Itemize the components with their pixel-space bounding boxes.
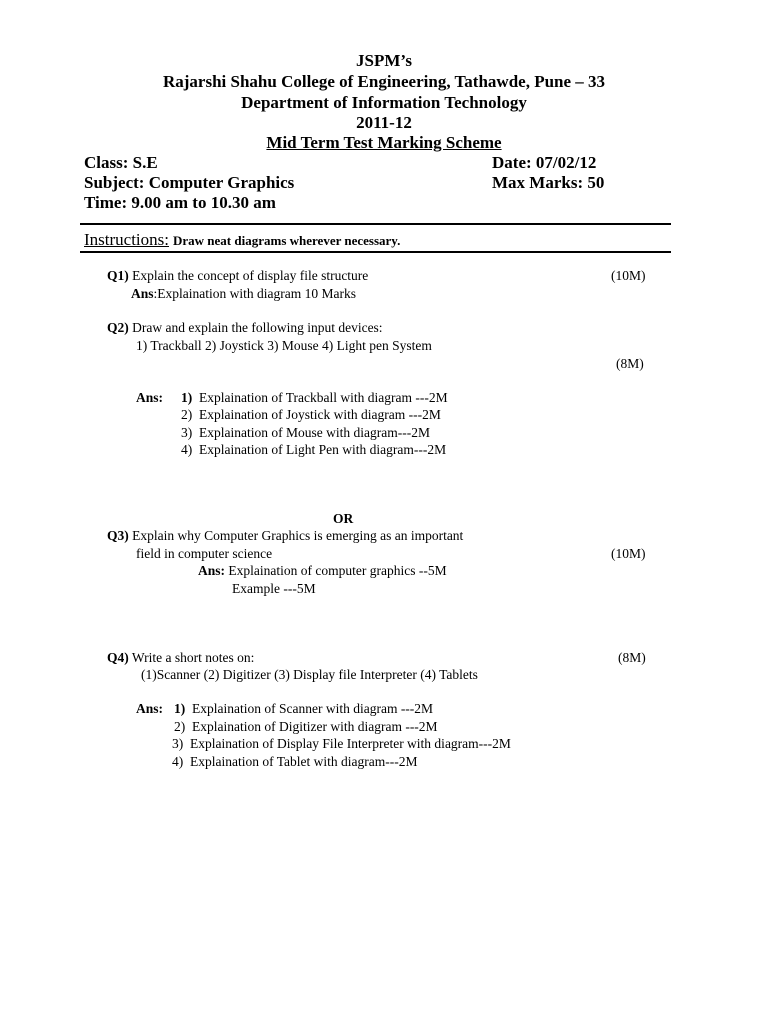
org-name: JSPM’s <box>355 51 413 70</box>
q2-ans-item <box>181 406 441 423</box>
instructions-text: Draw neat diagrams wherever necessary. <box>173 233 401 248</box>
q1-text: Explain the concept of display file structure <box>132 268 369 283</box>
q3-answer <box>198 562 447 579</box>
q1-ans-label: Ans <box>131 286 154 301</box>
instructions-label: Instructions: <box>84 230 169 249</box>
q3-text-cont: field in computer science <box>136 546 273 561</box>
q4-subitems: (1)Scanner (2) Digitizer (3) Display file Interpreter (4) Tablets <box>141 667 478 682</box>
q2-ans-text: Explaination of Light Pen with diagram---2M <box>199 442 447 457</box>
time-label: Time: 9.00 am to 10.30 am <box>84 193 276 212</box>
q2-subitems: 1) Trackball 2) Joystick 3) Mouse 4) Light pen System <box>136 338 432 353</box>
q2-ans-item <box>181 389 448 406</box>
q3-ans-label: Ans: <box>198 563 226 578</box>
q1-line <box>107 267 368 284</box>
q2-marks: (8M) <box>616 356 644 371</box>
q1-ans-text: :Explaination with diagram 10 Marks <box>153 286 356 301</box>
date-label: Date: 07/02/12 <box>492 153 597 172</box>
q2-ans-text: Explaination of Joystick with diagram ---2M <box>199 407 441 422</box>
department-name: Department of Information Technology <box>241 93 527 112</box>
q4-ans-num: 2) <box>174 719 186 734</box>
q2-line <box>107 319 383 336</box>
instructions-line <box>84 230 400 251</box>
q4-line <box>107 649 254 666</box>
or-separator: OR <box>333 511 354 526</box>
q4-ans-text: Explaination of Tablet with diagram---2M <box>190 754 418 769</box>
q4-ans-text: Explaination of Display File Interpreter with diagram---2M <box>190 736 511 751</box>
q3-text: Explain why Computer Graphics is emerging as an important <box>132 528 464 543</box>
q2-ans-text: Explaination of Mouse with diagram---2M <box>199 425 430 440</box>
top-rule <box>80 223 671 225</box>
q1-marks: (10M) <box>611 268 646 283</box>
q4-ans-item <box>174 718 438 735</box>
q2-number: Q2) <box>107 320 129 335</box>
q2-ans-num: 3) <box>181 425 193 440</box>
q2-ans-num: 1) <box>181 390 193 405</box>
q4-ans-num: 4) <box>172 754 184 769</box>
q3-number: Q3) <box>107 528 129 543</box>
q1-answer <box>131 285 356 302</box>
q4-ans-item <box>172 753 418 770</box>
bottom-rule <box>80 251 671 253</box>
q3-marks: (10M) <box>611 546 646 561</box>
q4-ans-item <box>174 700 433 717</box>
q3-line <box>107 527 463 544</box>
document-title: Mid Term Test Marking Scheme <box>266 133 502 152</box>
q2-ans-text: Explaination of Trackball with diagram ---2M <box>199 390 448 405</box>
q2-text: Draw and explain the following input devices: <box>132 320 383 335</box>
q4-ans-label: Ans: <box>136 701 164 716</box>
q2-ans-label: Ans: <box>136 390 164 405</box>
q4-ans-text: Explaination of Scanner with diagram ---2M <box>192 701 434 716</box>
q2-ans-num: 2) <box>181 407 193 422</box>
max-marks-label: Max Marks: 50 <box>492 173 605 192</box>
q4-ans-text: Explaination of Digitizer with diagram ---2M <box>192 719 438 734</box>
q2-ans-num: 4) <box>181 442 193 457</box>
q2-ans-item <box>181 441 446 458</box>
q4-ans-num: 3) <box>172 736 184 751</box>
q4-ans-num: 1) <box>174 701 186 716</box>
document-title-wrap <box>0 133 768 153</box>
q1-number: Q1) <box>107 268 129 283</box>
q2-ans-item <box>181 424 430 441</box>
academic-year: 2011-12 <box>356 113 412 132</box>
q4-text: Write a short notes on: <box>131 650 255 665</box>
q4-ans-item <box>172 735 511 752</box>
q4-number: Q4) <box>107 650 129 665</box>
q4-marks: (8M) <box>618 650 646 665</box>
subject-label: Subject: Computer Graphics <box>84 173 295 192</box>
q3-ans-text2: Example ---5M <box>232 581 316 596</box>
class-label: Class: S.E <box>84 153 158 172</box>
college-name: Rajarshi Shahu College of Engineering, Tathawde, Pune – 33 <box>162 72 606 91</box>
q3-ans-text: Explaination of computer graphics --5M <box>228 563 447 578</box>
